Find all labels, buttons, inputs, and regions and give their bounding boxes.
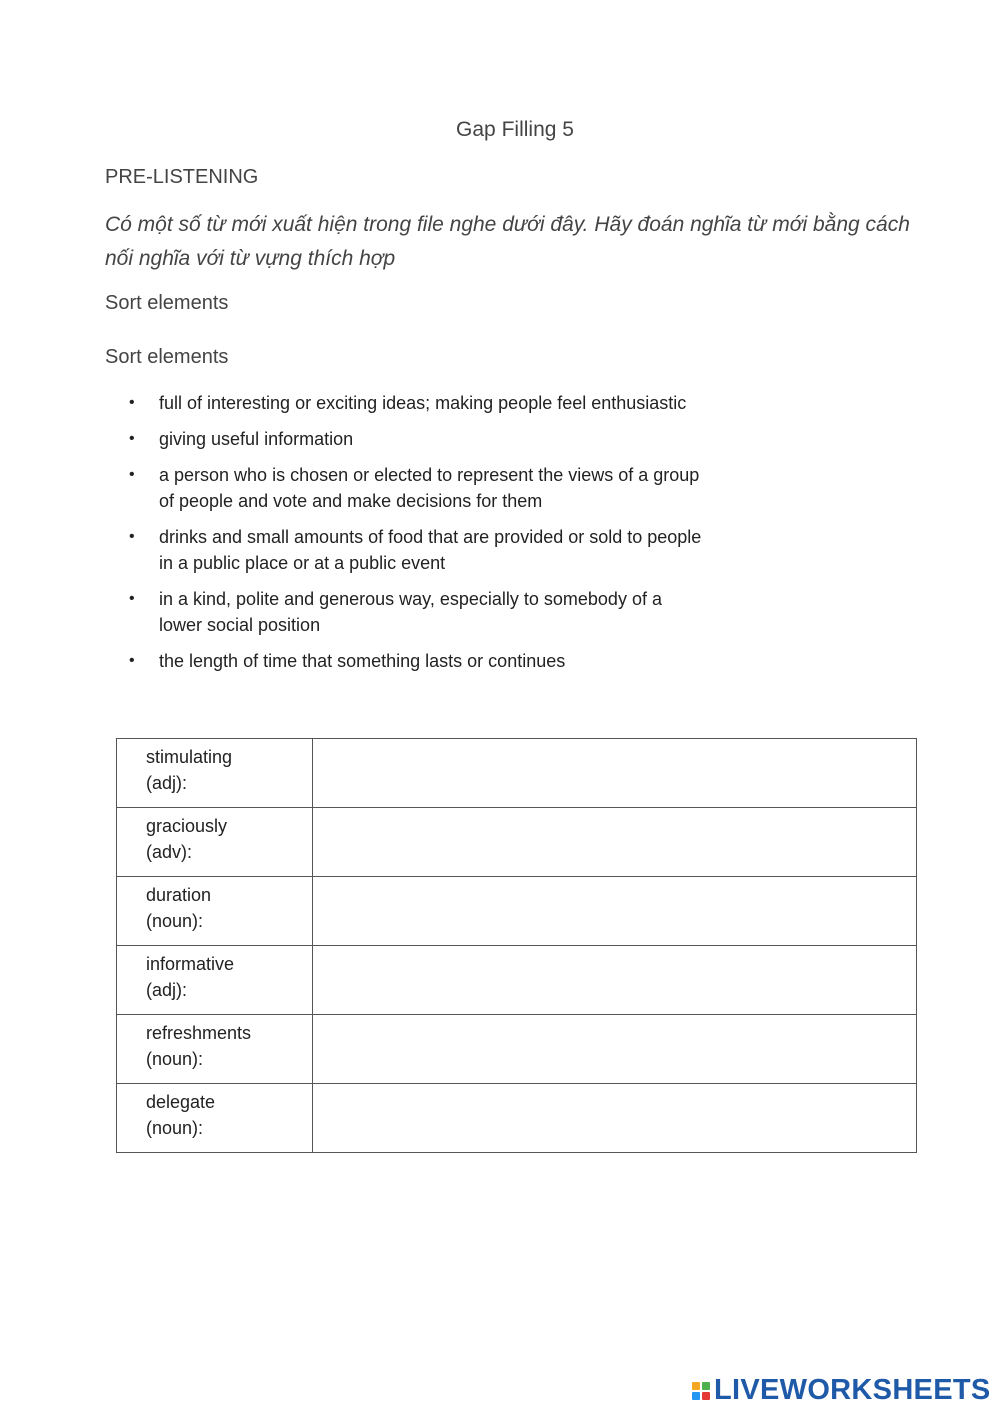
vocab-word: graciously [146,816,228,836]
vocab-pos: (noun): [146,1049,204,1069]
answer-drop-zone[interactable] [312,946,916,1015]
table-row [117,946,917,1015]
section-heading: PRE-LISTENING [105,166,259,188]
vocab-term [117,946,313,1015]
logo-square [692,1392,700,1400]
logo-square [692,1382,700,1390]
vocab-pos: (adv): [146,842,193,862]
sort-elements-label: Sort elements [105,292,229,314]
vocab-term [117,877,313,946]
answer-drop-zone[interactable] [312,1084,916,1153]
vocab-term [117,808,313,877]
table-row [117,808,917,877]
vocab-word: delegate [146,1092,216,1112]
table-row [117,1015,917,1084]
vocab-term [117,1015,313,1084]
instructions-text: Có một số từ mới xuất hiện trong file nghe dưới đây. Hãy đoán nghĩa từ mới bằng cách nối nghĩa với từ vựng thích hợp [105,213,910,270]
table-row [117,1084,917,1153]
definition-item[interactable]: • in a kind, polite and generous way, especially to somebody of a lower social position [105,586,705,638]
definition-item[interactable]: • drinks and small amounts of food that are provided or sold to people in a public place or at a public event [105,524,705,576]
vocab-pos: (noun): [146,1118,204,1138]
vocab-word: informative [146,954,235,974]
vocab-pos: (noun): [146,911,204,931]
sort-elements-label: Sort elements [105,346,229,368]
definition-item[interactable]: • full of interesting or exciting ideas; making people feel enthusiastic [105,390,705,416]
vocab-term [117,1084,313,1153]
definition-item[interactable]: • a person who is chosen or elected to represent the views of a group of people and vote and make decisions for them [105,462,705,514]
vocab-pos: (adj): [146,773,188,793]
vocab-term [117,739,313,808]
vocabulary-table [116,738,917,1153]
definition-item[interactable]: • the length of time that something lasts or continues [105,648,705,674]
answer-drop-zone[interactable] [312,1015,916,1084]
definition-item[interactable]: • giving useful information [105,426,705,452]
answer-drop-zone[interactable] [312,877,916,946]
logo-square [702,1392,710,1400]
table-row [117,739,917,808]
liveworksheets-logo [692,1374,991,1407]
table-row [117,877,917,946]
vocab-pos: (adj): [146,980,188,1000]
page-title: Gap Filling 5 [456,118,574,141]
vocab-word: stimulating [146,747,233,767]
answer-drop-zone[interactable] [312,808,916,877]
vocab-word: duration [146,885,212,905]
vocab-word: refreshments [146,1023,252,1043]
logo-text: LIVEWORKSHEETS [714,1374,991,1406]
logo-mark-icon [692,1382,710,1400]
definition-list [105,390,705,684]
logo-square [702,1382,710,1390]
answer-drop-zone[interactable] [312,739,916,808]
